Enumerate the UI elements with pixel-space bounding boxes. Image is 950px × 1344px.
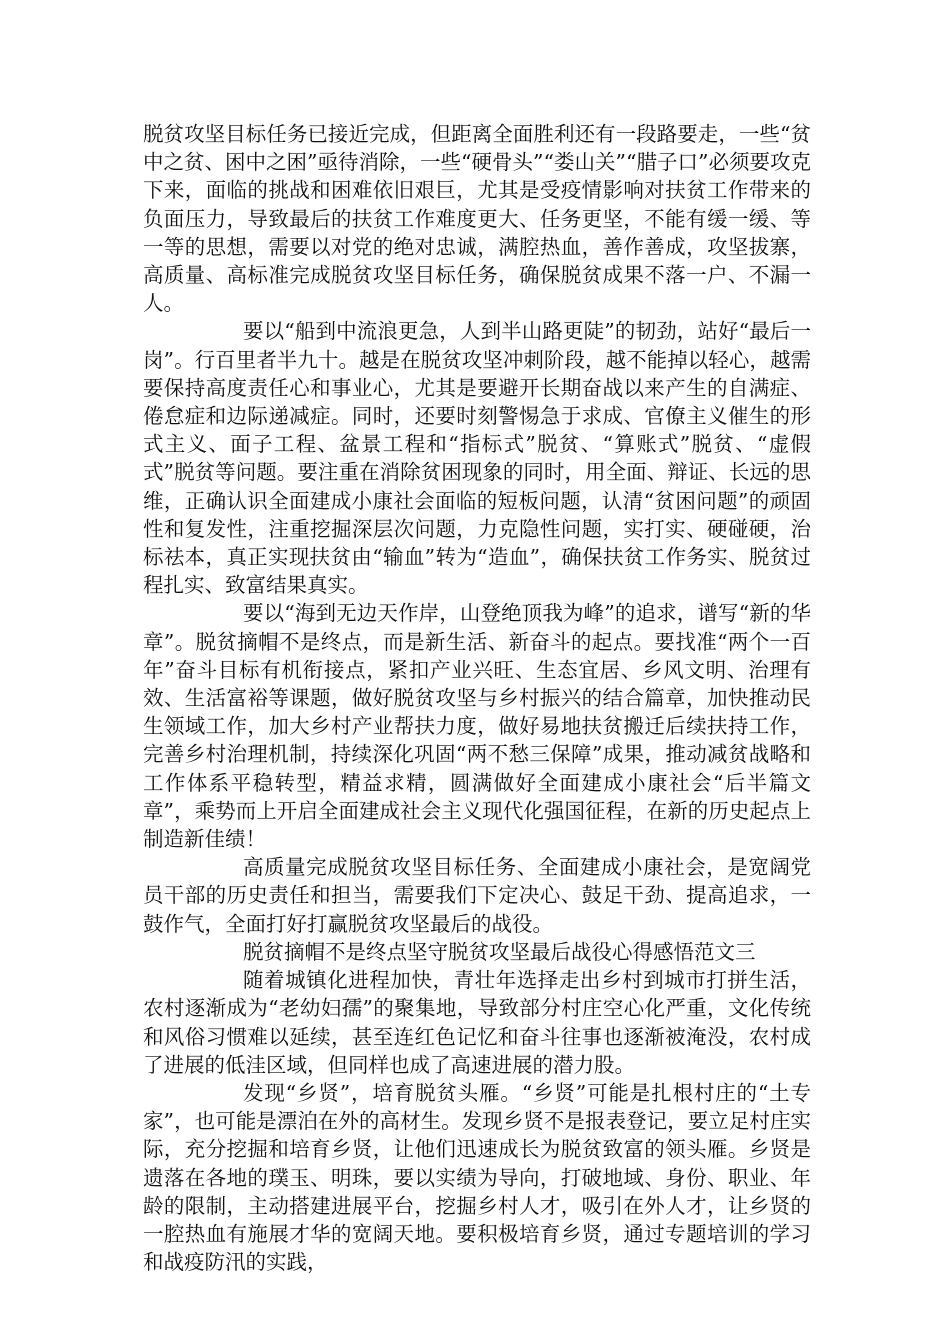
paragraph-1: 脱贫攻坚目标任务已接近完成，但距离全面胜利还有一段路要走，一些“贫中之贫、困中之困”亟待消除，一些“硬骨头”“娄山关”“腊子口”必须要攻克下来，面临的挑战和困难依旧艰巨，尤其是受疫情影响对扶贫工作带来的负面压力，导致最后的扶贫工作难度更大、任务更坚，不能有缓一缓、等一等的思想，需要以对党的绝对忠诚，满腔热血，善作善成，攻坚拔寨，高质量、高标准完成脱贫攻坚目标任务，确保脱贫成果不落一户、不漏一人。 bbox=[143, 122, 811, 316]
paragraph-3: 要以“海到无边天作岸，山登绝顶我为峰”的追求，谱写“新的华章”。脱贫摘帽不是终点，而是新生活、新奋斗的起点。要找准“两个一百年”奋斗目标有机衔接点，紧扣产业兴旺、生态宜居、乡风文明、治理有效、生活富裕等课题，做好脱贫攻坚与乡村振兴的结合篇章，加快推动民生领域工作，加大乡村产业帮扶力度，做好易地扶贫搬迁后续扶持工作，完善乡村治理机制，持续深化巩固“两不愁三保障”成果，推动减贫战略和工作体系平稳转型，精益求精，圆满做好全面建成小康社会“后半篇文章”，乘势而上开启全面建成社会主义现代化强国征程，在新的历史起点上制造新佳绩！ bbox=[143, 601, 811, 852]
paragraph-4: 高质量完成脱贫攻坚目标任务、全面建成小康社会，是宽阔党员干部的历史责任和担当，需要我们下定决心、鼓足干劲、提高追求，一鼓作气，全面打好打赢脱贫攻坚最后的战役。 bbox=[143, 855, 811, 936]
section-title: 脱贫摘帽不是终点坚守脱贫攻坚最后战役心得感悟范文三 bbox=[243, 939, 756, 964]
paragraph-2: 要以“船到中流浪更急，人到半山路更陡”的韧劲，站好“最后一岗”。行百里者半九十。越是在脱贫攻坚冲刺阶段，越不能掉以轻心，越需要保持高度责任心和事业心，尤其是要避开长期奋战以来产生的自满症、倦怠症和边际递减症。同时，还要时刻警惕急于求成、官僚主义催生的形式主义、面子工程、盆景工程和“指标式”脱贫、“算账式”脱贫、“虚假式”脱贫等问题。要注重在消除贫困现象的同时，用全面、辩证、长远的思维，正确认识全面建成小康社会面临的短板问题，认清“贫困问题”的顽固性和复发性，注重挖掘深层次问题，力克隐性问题，实打实、硬碰硬，治标祛本，真正实现扶贫由“输血”转为“造血”，确保扶贫工作务实、脱贫过程扎实、致富结果真实。 bbox=[143, 319, 811, 598]
document-page bbox=[143, 120, 811, 1276]
paragraph-5: 随着城镇化进程加快，青壮年选择走出乡村到城市打拼生活，农村逐渐成为“老幼妇孺”的聚集地，导致部分村庄空心化严重，文化传统和风俗习惯难以延续，甚至连红色记忆和奋斗往事也逐渐被淹没，农村成了进展的低洼区域，但同样也成了高速进展的潜力股。 bbox=[143, 968, 811, 1077]
paragraph-6: 发现“乡贤”，培育脱贫头雁。“乡贤”可能是扎根村庄的“土专家”，也可能是漂泊在外的高材生。发现乡贤不是报表登记，要立足村庄实际，充分挖掘和培育乡贤，让他们迅速成长为脱贫致富的领头雁。乡贤是遗落在各地的璞玉、明珠，要以实绩为导向，打破地域、身份、职业、年龄的限制，主动搭建进展平台，挖掘乡村人才，吸引在外人才，让乡贤的一腔热血有施展才华的宽阔天地。要积极培育乡贤，通过专题培训的学习和战疫防汛的实践， bbox=[143, 1080, 811, 1275]
